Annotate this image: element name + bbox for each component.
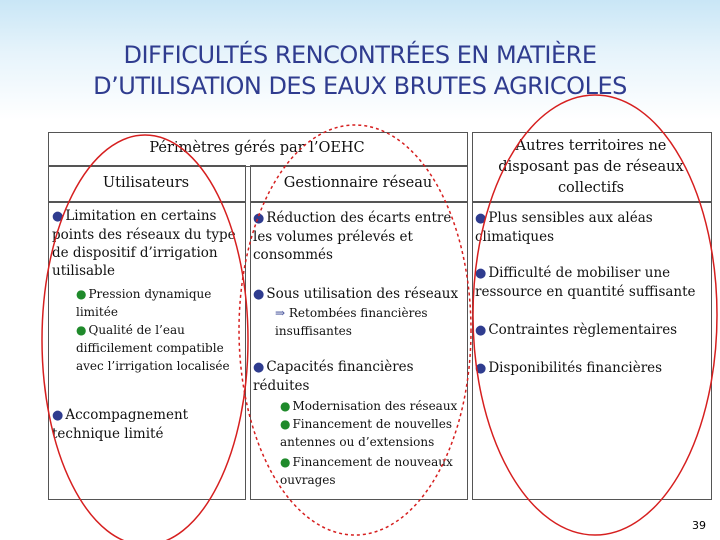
page-number: 39 bbox=[692, 519, 706, 532]
left-header: Périmètres gérés par l’OEHC bbox=[149, 140, 365, 156]
title-line-2: D’UTILISATION DES EAUX BRUTES AGRICOLES bbox=[93, 72, 627, 100]
col3-bullet-1: ● Plus sensibles aux aléas climatiques bbox=[475, 210, 653, 245]
drop-bullet-icon: ● bbox=[253, 360, 265, 375]
drop-bullet-icon: ● bbox=[52, 209, 64, 224]
drop-bullet-icon: ● bbox=[76, 323, 87, 337]
drop-bullet-icon: ● bbox=[280, 399, 291, 413]
col3-bullet-2: ● Difficulté de mobiliser une ressource en quantité suffisante bbox=[475, 265, 696, 300]
col2-bullet-3: ● Capacités financières réduites bbox=[253, 359, 414, 394]
drop-bullet-icon: ● bbox=[475, 323, 487, 338]
drop-bullet-icon: ● bbox=[253, 287, 265, 302]
drop-bullet-icon: ● bbox=[280, 455, 291, 469]
col2-sub-3: ● Financement de nouveaux ouvrages bbox=[280, 455, 453, 487]
col3-bullet-3: ● Contraintes règlementaires bbox=[475, 322, 678, 338]
drop-bullet-icon: ● bbox=[475, 211, 487, 226]
drop-bullet-icon: ● bbox=[475, 361, 487, 376]
col2-bullet-2: ● Sous utilisation des réseaux bbox=[253, 286, 459, 302]
col2-sub-1: ● Modernisation des réseaux bbox=[280, 399, 458, 413]
col1-sub-2: ● Qualité de l’eau difficilement compatible avec l’irrigation localisée bbox=[76, 323, 230, 373]
col3-bullet-4: ● Disponibilités financières bbox=[475, 360, 663, 376]
col2-bullet-1: ● Réduction des écarts entre les volumes prélevés et consommés bbox=[253, 210, 452, 263]
col1-bullet-2: ● Accompagnement technique limité bbox=[52, 407, 189, 442]
drop-bullet-icon: ● bbox=[52, 408, 64, 423]
title-line-1: DIFFICULTÉS RENCONTRÉES EN MATIÈRE bbox=[123, 41, 597, 69]
col1-sub-1: ● Pression dynamique limitée bbox=[76, 287, 212, 319]
double-arrow-right-icon: ⇒ bbox=[275, 306, 286, 320]
drop-bullet-icon: ● bbox=[76, 287, 87, 301]
col2-header: Gestionnaire réseau bbox=[283, 175, 433, 191]
col2-sub-2: ● Financement de nouvelles antennes ou d’extensions bbox=[280, 417, 453, 449]
drop-bullet-icon: ● bbox=[475, 266, 487, 281]
col2-arrow-item: ⇒ Retombées financières insuffisantes bbox=[275, 306, 428, 338]
drop-bullet-icon: ● bbox=[253, 211, 265, 226]
col1-header: Utilisateurs bbox=[102, 175, 190, 191]
col1-bullet-1: ● Limitation en certains points des réseaux du type de dispositif d’irrigation utilisable bbox=[52, 208, 236, 279]
page-title bbox=[0, 40, 720, 102]
drop-bullet-icon: ● bbox=[280, 417, 291, 431]
right-header: Autres territoires ne disposant pas de réseaux collectifs bbox=[498, 138, 684, 196]
